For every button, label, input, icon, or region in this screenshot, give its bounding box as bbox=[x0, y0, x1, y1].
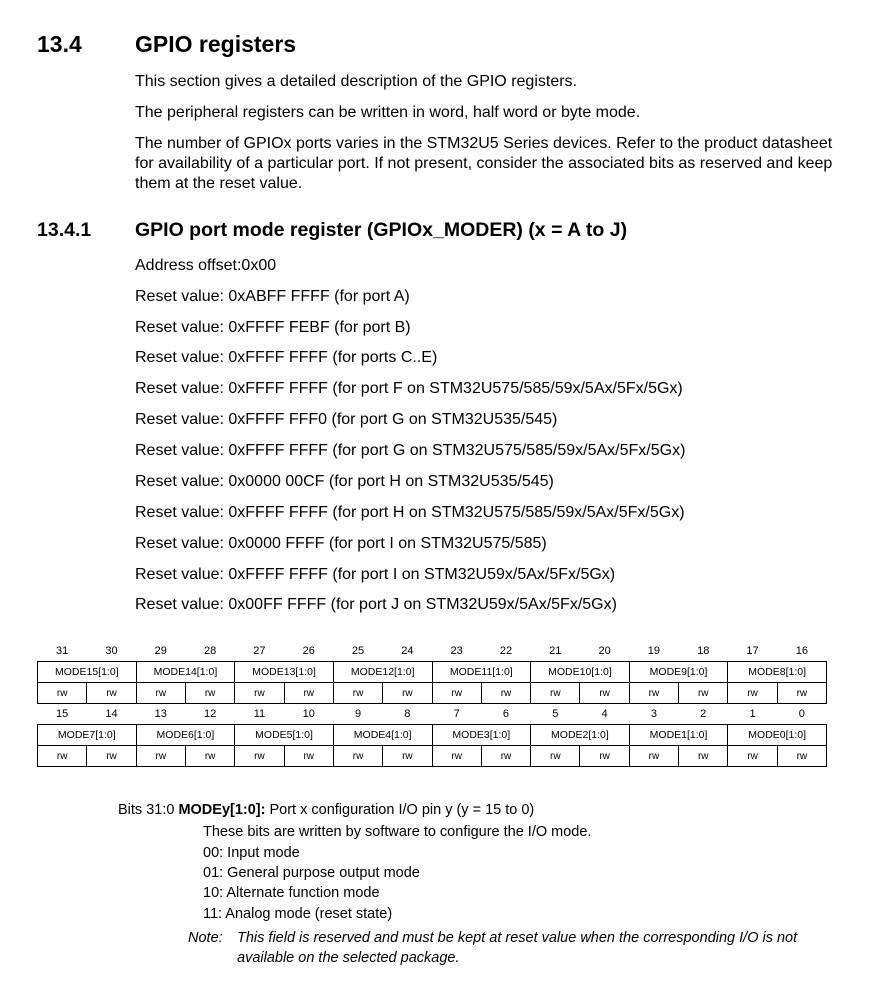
register-field: MODE0[1:0] bbox=[728, 725, 827, 746]
bit-number: 3 bbox=[650, 708, 657, 720]
access-type: rw bbox=[38, 683, 87, 704]
bit-number: 9 bbox=[354, 708, 362, 720]
access-type: rw bbox=[777, 683, 826, 704]
bit-number: 1 bbox=[749, 708, 756, 720]
register-field: MODE10[1:0] bbox=[531, 662, 630, 683]
bit-number: 28 bbox=[203, 645, 217, 657]
description-line: 01: General purpose output mode bbox=[203, 865, 420, 881]
upper-access-row bbox=[38, 683, 827, 704]
access-type: rw bbox=[728, 746, 777, 767]
access-type: rw bbox=[777, 746, 826, 767]
access-type: rw bbox=[185, 683, 234, 704]
bit-number: 8 bbox=[404, 708, 411, 720]
register-field: MODE4[1:0] bbox=[333, 725, 432, 746]
field-name: MODEy[1:0]: bbox=[178, 802, 266, 818]
bit-number: 24 bbox=[401, 645, 414, 657]
bit-number: 18 bbox=[697, 645, 710, 657]
reset-value-line: Reset value: 0xFFFF FFFF (for port G on STM32U575/585/59x/5Ax/5Fx/5Gx) bbox=[135, 442, 686, 459]
lower-bit-numbers-row bbox=[38, 704, 827, 725]
register-field: MODE13[1:0] bbox=[235, 662, 334, 683]
bit-number: 16 bbox=[795, 645, 808, 657]
bit-number: 20 bbox=[598, 645, 611, 657]
bit-number: 10 bbox=[302, 708, 315, 720]
access-type: rw bbox=[87, 683, 136, 704]
bit-number: 15 bbox=[56, 708, 69, 720]
register-field: MODE3[1:0] bbox=[432, 725, 531, 746]
bit-number: 2 bbox=[700, 708, 707, 720]
access-type: rw bbox=[481, 746, 530, 767]
description-line: 10: Alternate function mode bbox=[203, 885, 380, 901]
bit-number: 4 bbox=[601, 708, 608, 720]
upper-bit-numbers-row bbox=[38, 641, 827, 662]
access-type: rw bbox=[87, 746, 136, 767]
access-type: rw bbox=[432, 683, 481, 704]
access-type: rw bbox=[679, 746, 728, 767]
lower-fields-row bbox=[38, 725, 827, 746]
bit-number: 7 bbox=[453, 708, 460, 720]
subsection-title: GPIO port mode register (GPIOx_MODER) (x = A to J) bbox=[135, 219, 628, 241]
bit-description-header bbox=[118, 800, 534, 820]
bit-number: 17 bbox=[746, 645, 759, 657]
access-type: rw bbox=[481, 683, 530, 704]
reset-value-line: Reset value: 0x0000 FFFF (for port I on STM32U575/585) bbox=[135, 535, 547, 552]
register-bitfield-table bbox=[37, 641, 827, 767]
bit-number: 6 bbox=[502, 708, 510, 720]
register-field: MODE11[1:0] bbox=[432, 662, 531, 683]
access-type: rw bbox=[531, 683, 580, 704]
access-type: rw bbox=[629, 746, 678, 767]
register-field: MODE5[1:0] bbox=[235, 725, 334, 746]
access-type: rw bbox=[284, 683, 333, 704]
access-type: rw bbox=[136, 746, 185, 767]
bit-number: 25 bbox=[351, 645, 365, 657]
access-type: rw bbox=[383, 746, 432, 767]
access-type: rw bbox=[728, 683, 777, 704]
register-field: MODE6[1:0] bbox=[136, 725, 235, 746]
access-type: rw bbox=[185, 746, 234, 767]
bit-number: 19 bbox=[647, 645, 661, 657]
bit-number: 26 bbox=[302, 645, 315, 657]
upper-fields-row bbox=[38, 662, 827, 683]
reset-value-line: Reset value: 0x0000 00CF (for port H on STM32U535/545) bbox=[135, 473, 554, 490]
bit-number: 14 bbox=[105, 708, 118, 720]
bit-number: 5 bbox=[552, 708, 559, 720]
access-type: rw bbox=[38, 746, 87, 767]
section-intro-1: This section gives a detailed description of the GPIO registers. bbox=[135, 73, 577, 90]
access-type: rw bbox=[235, 746, 284, 767]
register-field: MODE9[1:0] bbox=[629, 662, 728, 683]
section-intro-3: The number of GPIOx ports varies in the STM32U5 Series devices. Refer to the product datasheet for availability of a particular port. If not present, consider the associated bits as reserved and keep them at the reset value. bbox=[135, 135, 833, 192]
register-field: MODE1[1:0] bbox=[629, 725, 728, 746]
note-text: This field is reserved and must be kept at reset value when the corresponding I/O is not available on the selected package. bbox=[237, 930, 798, 966]
lower-access-row bbox=[38, 746, 827, 767]
reset-value-line: Reset value: 0xFFFF FFFF (for port F on STM32U575/585/59x/5Ax/5Fx/5Gx) bbox=[135, 380, 683, 397]
reset-value-line: Reset value: 0xFFFF FFFF (for port I on STM32U59x/5Ax/5Fx/5Gx) bbox=[135, 566, 616, 583]
access-type: rw bbox=[531, 746, 580, 767]
section-intro-2: The peripheral registers can be written in word, half word or byte mode. bbox=[135, 104, 641, 121]
access-type: rw bbox=[679, 683, 728, 704]
description-line: 11: Analog mode (reset state) bbox=[203, 906, 393, 922]
access-type: rw bbox=[432, 746, 481, 767]
access-type: rw bbox=[580, 746, 629, 767]
description-line: 00: Input mode bbox=[203, 845, 300, 861]
access-type: rw bbox=[580, 683, 629, 704]
access-type: rw bbox=[235, 683, 284, 704]
reset-value-line: Reset value: 0xFFFF FFF0 (for port G on STM32U535/545) bbox=[135, 411, 558, 428]
register-field: MODE14[1:0] bbox=[136, 662, 235, 683]
bit-number: 23 bbox=[450, 645, 463, 657]
note-label: Note: bbox=[188, 930, 223, 946]
register-field: MODE8[1:0] bbox=[728, 662, 827, 683]
bit-number: 13 bbox=[154, 708, 167, 720]
reset-value-line: Reset value: 0xFFFF FFFF (for ports C..E) bbox=[135, 349, 438, 366]
access-type: rw bbox=[333, 746, 382, 767]
bit-number: 29 bbox=[154, 645, 167, 657]
description-line: These bits are written by software to configure the I/O mode. bbox=[203, 824, 592, 840]
address-offset: Address offset:0x00 bbox=[135, 257, 277, 274]
bit-number: 27 bbox=[253, 645, 266, 657]
access-type: rw bbox=[136, 683, 185, 704]
register-field: MODE12[1:0] bbox=[333, 662, 432, 683]
access-type: rw bbox=[629, 683, 678, 704]
bit-number: 22 bbox=[499, 645, 513, 657]
reset-value-line: Reset value: 0xABFF FFFF (for port A) bbox=[135, 288, 410, 305]
bit-number: 21 bbox=[549, 645, 562, 657]
bit-number: 30 bbox=[105, 645, 118, 657]
section-title: GPIO registers bbox=[135, 31, 297, 57]
section-number: 13.4 bbox=[37, 31, 82, 57]
bit-number: 31 bbox=[56, 645, 69, 657]
bit-range: Bits 31:0 bbox=[118, 802, 175, 818]
bit-number: 11 bbox=[253, 708, 266, 720]
field-summary: Port x configuration I/O pin y (y = 15 to 0) bbox=[265, 802, 535, 818]
register-field: MODE2[1:0] bbox=[531, 725, 630, 746]
register-field: MODE15[1:0] bbox=[38, 662, 137, 683]
access-type: rw bbox=[333, 683, 382, 704]
reset-value-line: Reset value: 0x00FF FFFF (for port J on STM32U59x/5Ax/5Fx/5Gx) bbox=[135, 596, 617, 613]
access-type: rw bbox=[383, 683, 432, 704]
bit-number: 0 bbox=[798, 708, 805, 720]
access-type: rw bbox=[284, 746, 333, 767]
register-field: MODE7[1:0] bbox=[38, 725, 137, 746]
subsection-number: 13.4.1 bbox=[37, 219, 92, 241]
reset-value-line: Reset value: 0xFFFF FFFF (for port H on STM32U575/585/59x/5Ax/5Fx/5Gx) bbox=[135, 504, 685, 521]
reset-value-line: Reset value: 0xFFFF FEBF (for port B) bbox=[135, 319, 411, 336]
bit-number: 12 bbox=[203, 708, 217, 720]
